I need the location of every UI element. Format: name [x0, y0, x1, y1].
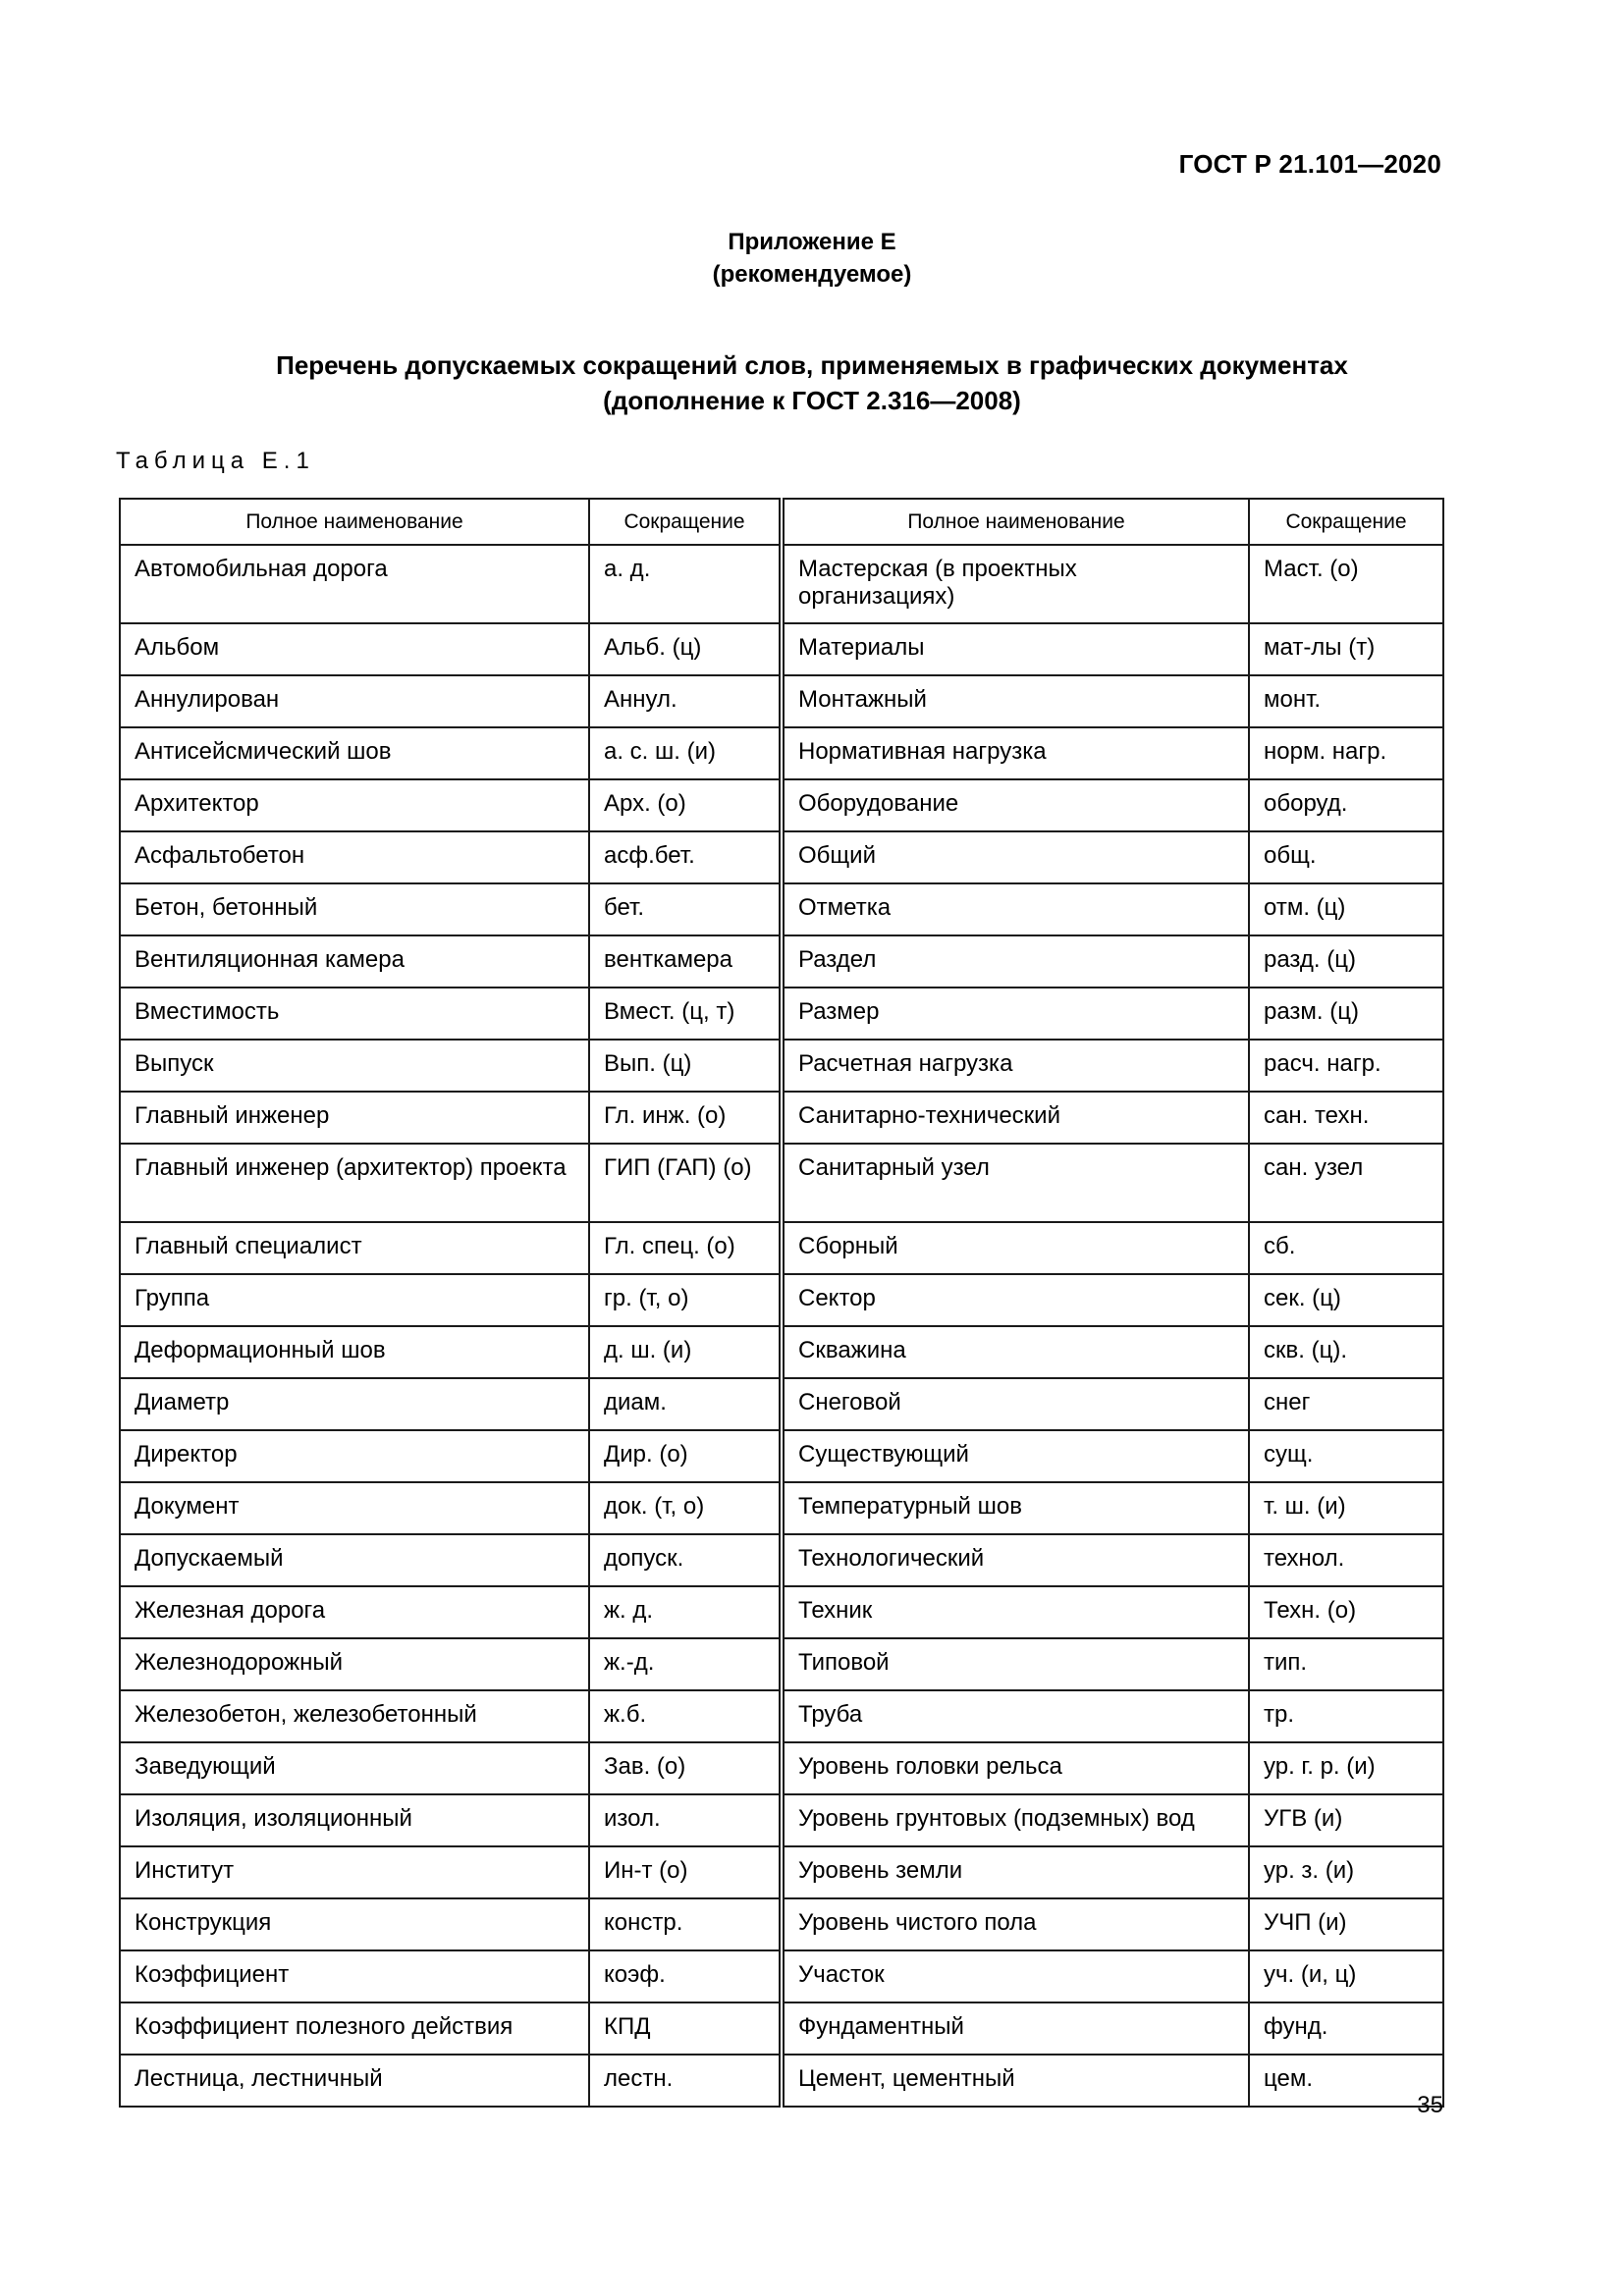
cell-abbreviation-left: бет.	[589, 883, 782, 935]
cell-abbreviation-right: мат-лы (т)	[1249, 623, 1443, 675]
table-row	[120, 675, 1443, 727]
cell-abbreviation-right: уч. (и, ц)	[1249, 1950, 1443, 2002]
appendix-subtitle: (рекомендуемое)	[712, 261, 912, 288]
cell-full-name-left: Документ	[120, 1482, 589, 1534]
table-row	[120, 935, 1443, 988]
cell-full-name-left: Железная дорога	[120, 1586, 589, 1638]
table-row	[120, 1898, 1443, 1950]
cell-full-name-left: Деформационный шов	[120, 1326, 589, 1378]
cell-abbreviation-left: Гл. инж. (о)	[589, 1092, 782, 1144]
cell-abbreviation-left: асф.бет.	[589, 831, 782, 883]
cell-full-name-right: Типовой	[782, 1638, 1249, 1690]
table-row	[120, 545, 1443, 623]
cell-full-name-left: Автомобильная дорога	[120, 545, 589, 623]
cell-abbreviation-left: ж. д.	[589, 1586, 782, 1638]
cell-full-name-left: Допускаемый	[120, 1534, 589, 1586]
header-abbreviation-left: Сокращение	[589, 499, 782, 545]
cell-abbreviation-left: Ин-т (о)	[589, 1846, 782, 1898]
cell-full-name-right: Нормативная нагрузка	[782, 727, 1249, 779]
cell-abbreviation-right: сб.	[1249, 1222, 1443, 1274]
cell-abbreviation-left: д. ш. (и)	[589, 1326, 782, 1378]
cell-full-name-right: Размер	[782, 988, 1249, 1040]
cell-abbreviation-left: коэф.	[589, 1950, 782, 2002]
cell-abbreviation-right: разд. (ц)	[1249, 935, 1443, 988]
table-row	[120, 2055, 1443, 2107]
cell-full-name-left: Конструкция	[120, 1898, 589, 1950]
cell-full-name-left: Главный специалист	[120, 1222, 589, 1274]
cell-full-name-left: Вентиляционная камера	[120, 935, 589, 988]
cell-abbreviation-right: фунд.	[1249, 2002, 1443, 2055]
cell-abbreviation-left: изол.	[589, 1794, 782, 1846]
document-title	[0, 347, 1624, 418]
table-row	[120, 1638, 1443, 1690]
cell-full-name-right: Раздел	[782, 935, 1249, 988]
table-row	[120, 1092, 1443, 1144]
cell-abbreviation-right: сек. (ц)	[1249, 1274, 1443, 1326]
cell-full-name-right: Общий	[782, 831, 1249, 883]
cell-abbreviation-right: монт.	[1249, 675, 1443, 727]
cell-full-name-left: Институт	[120, 1846, 589, 1898]
cell-abbreviation-right: ур. з. (и)	[1249, 1846, 1443, 1898]
cell-full-name-right: Участок	[782, 1950, 1249, 2002]
cell-abbreviation-right: снег	[1249, 1378, 1443, 1430]
cell-full-name-right: Уровень земли	[782, 1846, 1249, 1898]
cell-abbreviation-right: УГВ (и)	[1249, 1794, 1443, 1846]
header-full-name-right: Полное наименование	[782, 499, 1249, 545]
cell-full-name-right: Технологический	[782, 1534, 1249, 1586]
cell-full-name-right: Сектор	[782, 1274, 1249, 1326]
cell-full-name-right: Техник	[782, 1586, 1249, 1638]
table-row	[120, 1482, 1443, 1534]
cell-full-name-left: Главный инженер	[120, 1092, 589, 1144]
cell-full-name-left: Коэффициент полезного действия	[120, 2002, 589, 2055]
cell-full-name-right: Уровень грунтовых (подземных) вод	[782, 1794, 1249, 1846]
table-row	[120, 1378, 1443, 1430]
cell-abbreviation-right: общ.	[1249, 831, 1443, 883]
table-row	[120, 727, 1443, 779]
cell-full-name-right: Температурный шов	[782, 1482, 1249, 1534]
cell-abbreviation-left: венткамера	[589, 935, 782, 988]
cell-full-name-left: Диаметр	[120, 1378, 589, 1430]
cell-full-name-left: Асфальтобетон	[120, 831, 589, 883]
cell-full-name-right: Снеговой	[782, 1378, 1249, 1430]
cell-full-name-right: Санитарно-технический	[782, 1092, 1249, 1144]
cell-full-name-left: Вместимость	[120, 988, 589, 1040]
abbreviations-table	[119, 498, 1444, 2108]
cell-abbreviation-left: КПД	[589, 2002, 782, 2055]
cell-full-name-left: Директор	[120, 1430, 589, 1482]
table-row	[120, 2002, 1443, 2055]
header-abbreviation-right: Сокращение	[1249, 499, 1443, 545]
cell-full-name-right: Уровень чистого пола	[782, 1898, 1249, 1950]
table-row	[120, 988, 1443, 1040]
table-row	[120, 831, 1443, 883]
cell-abbreviation-left: ж.б.	[589, 1690, 782, 1742]
cell-full-name-left: Лестница, лестничный	[120, 2055, 589, 2107]
cell-abbreviation-right: норм. нагр.	[1249, 727, 1443, 779]
cell-abbreviation-left: ГИП (ГАП) (о)	[589, 1144, 782, 1222]
document-title-line-2: (дополнение к ГОСТ 2.316—2008)	[603, 386, 1021, 415]
cell-full-name-left: Антисейсмический шов	[120, 727, 589, 779]
header-full-name-left: Полное наименование	[120, 499, 589, 545]
cell-full-name-left: Альбом	[120, 623, 589, 675]
page-number: 35	[1417, 2092, 1443, 2118]
cell-full-name-left: Заведующий	[120, 1742, 589, 1794]
abbreviations-table-container	[119, 498, 1444, 2108]
cell-abbreviation-left: а. с. ш. (и)	[589, 727, 782, 779]
cell-full-name-right: Отметка	[782, 883, 1249, 935]
cell-abbreviation-left: Вып. (ц)	[589, 1040, 782, 1092]
cell-abbreviation-left: гр. (т, о)	[589, 1274, 782, 1326]
cell-full-name-right: Цемент, цементный	[782, 2055, 1249, 2107]
cell-abbreviation-right: расч. нагр.	[1249, 1040, 1443, 1092]
cell-abbreviation-right: ур. г. р. (и)	[1249, 1742, 1443, 1794]
table-row	[120, 1950, 1443, 2002]
document-title-line-1: Перечень допускаемых сокращений слов, применяемых в графических документах	[276, 350, 1348, 380]
cell-abbreviation-right: тр.	[1249, 1690, 1443, 1742]
cell-full-name-left: Архитектор	[120, 779, 589, 831]
cell-abbreviation-left: Зав. (о)	[589, 1742, 782, 1794]
cell-full-name-left: Коэффициент	[120, 1950, 589, 2002]
table-row	[120, 1794, 1443, 1846]
cell-abbreviation-right: цем.	[1249, 2055, 1443, 2107]
cell-full-name-left: Главный инженер (архитектор) проекта	[120, 1144, 589, 1222]
table-row	[120, 1534, 1443, 1586]
cell-abbreviation-left: констр.	[589, 1898, 782, 1950]
cell-abbreviation-right: Маст. (о)	[1249, 545, 1443, 623]
appendix-heading	[0, 226, 1624, 291]
cell-full-name-right: Монтажный	[782, 675, 1249, 727]
cell-abbreviation-right: сущ.	[1249, 1430, 1443, 1482]
table-row	[120, 1040, 1443, 1092]
cell-abbreviation-left: Аннул.	[589, 675, 782, 727]
cell-full-name-right: Труба	[782, 1690, 1249, 1742]
cell-abbreviation-left: Дир. (о)	[589, 1430, 782, 1482]
cell-full-name-right: Оборудование	[782, 779, 1249, 831]
cell-abbreviation-right: технол.	[1249, 1534, 1443, 1586]
cell-abbreviation-right: Техн. (о)	[1249, 1586, 1443, 1638]
table-row	[120, 1846, 1443, 1898]
cell-abbreviation-right: УЧП (и)	[1249, 1898, 1443, 1950]
table-row	[120, 623, 1443, 675]
cell-full-name-right: Санитарный узел	[782, 1144, 1249, 1222]
table-row	[120, 1326, 1443, 1378]
cell-abbreviation-right: отм. (ц)	[1249, 883, 1443, 935]
cell-full-name-right: Уровень головки рельса	[782, 1742, 1249, 1794]
cell-full-name-left: Группа	[120, 1274, 589, 1326]
table-row	[120, 1690, 1443, 1742]
cell-full-name-left: Бетон, бетонный	[120, 883, 589, 935]
cell-abbreviation-right: сан. узел	[1249, 1144, 1443, 1222]
cell-full-name-left: Выпуск	[120, 1040, 589, 1092]
cell-full-name-right: Материалы	[782, 623, 1249, 675]
cell-abbreviation-left: Гл. спец. (о)	[589, 1222, 782, 1274]
cell-full-name-right: Расчетная нагрузка	[782, 1040, 1249, 1092]
cell-full-name-left: Изоляция, изоляционный	[120, 1794, 589, 1846]
table-row	[120, 883, 1443, 935]
table-row	[120, 1430, 1443, 1482]
table-row	[120, 1586, 1443, 1638]
cell-abbreviation-right: скв. (ц).	[1249, 1326, 1443, 1378]
cell-abbreviation-right: т. ш. (и)	[1249, 1482, 1443, 1534]
cell-full-name-right: Скважина	[782, 1326, 1249, 1378]
cell-abbreviation-left: лестн.	[589, 2055, 782, 2107]
cell-abbreviation-right: тип.	[1249, 1638, 1443, 1690]
document-id: ГОСТ Р 21.101—2020	[1178, 149, 1441, 179]
table-header-row	[120, 499, 1443, 545]
table-body	[120, 545, 1443, 2107]
table-caption: Таблица Е.1	[116, 448, 315, 474]
table-row	[120, 779, 1443, 831]
table-row	[120, 1144, 1443, 1222]
cell-abbreviation-left: а. д.	[589, 545, 782, 623]
cell-full-name-left: Железобетон, железобетонный	[120, 1690, 589, 1742]
cell-abbreviation-left: ж.-д.	[589, 1638, 782, 1690]
cell-abbreviation-left: диам.	[589, 1378, 782, 1430]
cell-abbreviation-left: Вмест. (ц, т)	[589, 988, 782, 1040]
cell-abbreviation-right: оборуд.	[1249, 779, 1443, 831]
cell-abbreviation-left: Арх. (о)	[589, 779, 782, 831]
cell-abbreviation-left: допуск.	[589, 1534, 782, 1586]
cell-full-name-right: Мастерская (в проектных организациях)	[782, 545, 1249, 623]
cell-abbreviation-left: док. (т, о)	[589, 1482, 782, 1534]
appendix-title: Приложение Е	[728, 229, 896, 255]
cell-full-name-right: Сборный	[782, 1222, 1249, 1274]
table-row	[120, 1222, 1443, 1274]
cell-abbreviation-right: разм. (ц)	[1249, 988, 1443, 1040]
cell-full-name-left: Аннулирован	[120, 675, 589, 727]
table-row	[120, 1274, 1443, 1326]
cell-full-name-right: Фундаментный	[782, 2002, 1249, 2055]
cell-abbreviation-left: Альб. (ц)	[589, 623, 782, 675]
cell-full-name-right: Существующий	[782, 1430, 1249, 1482]
table-row	[120, 1742, 1443, 1794]
cell-full-name-left: Железнодорожный	[120, 1638, 589, 1690]
cell-abbreviation-right: сан. техн.	[1249, 1092, 1443, 1144]
